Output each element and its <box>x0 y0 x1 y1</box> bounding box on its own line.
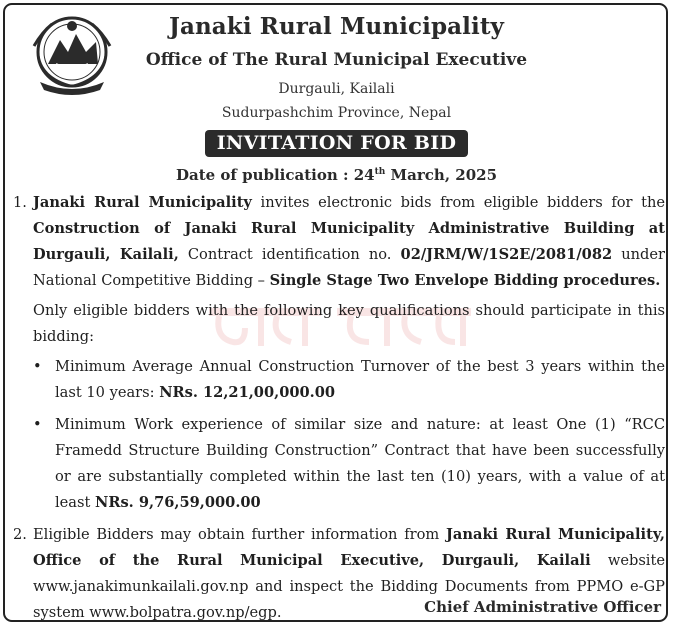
publication-date: Date of publication : 24th March, 2025 <box>175 166 498 184</box>
list-item: • Minimum Work experience of similar size and nature: at least One (1) “RCC Framedd Structure Building Construction” Contract that have been successfully or are substantially completed within the last ten (10) years, with a value of at least NRs. 9,76,59,000.00 <box>13 412 665 516</box>
list-item: 1. Janaki Rural Municipality invites electronic bids from eligible bidders for the Construction of Janaki Rural Municipality Administrative Building at Durgauli, Kailali, Contract identification no. 02/JRM/W/1S2E/2081/082 under National Competitive Bidding – Single Stage Two Envelope Bidding procedures. <box>13 190 665 294</box>
bullet-icon: • <box>33 416 42 433</box>
bullet-icon: • <box>33 358 42 375</box>
item-number: 1. <box>13 194 27 211</box>
qualification-list <box>13 354 665 516</box>
signature-title: Chief Administrative Officer <box>424 598 661 616</box>
office-name: Office of The Rural Municipal Executive <box>145 50 528 70</box>
list-item: 2. Eligible Bidders may obtain further information from Janaki Rural Municipality, Office of the Rural Municipal Executive, Durgauli, Kailali website www.janakimunkailali.gov.np and inspect the Bidding Documents from PPMO e-GP system www.bolpatra.gov.np/egp. <box>13 522 665 626</box>
organization-name: Janaki Rural Municipality <box>168 13 505 40</box>
qualification-intro: Only eligible bidders with the following key qualifications should participate in this bidding: <box>33 302 665 345</box>
notice-body <box>13 190 665 626</box>
address-line-2: Sudurpashchim Province, Nepal <box>221 105 452 121</box>
list-item: • Minimum Average Annual Construction Turnover of the best 3 years within the last 10 years: NRs. 12,21,00,000.00 <box>13 354 665 406</box>
notice-title-banner: INVITATION FOR BID <box>205 130 468 157</box>
item-number: 2. <box>13 526 27 543</box>
address-line-1: Durgauli, Kailali <box>278 81 395 97</box>
